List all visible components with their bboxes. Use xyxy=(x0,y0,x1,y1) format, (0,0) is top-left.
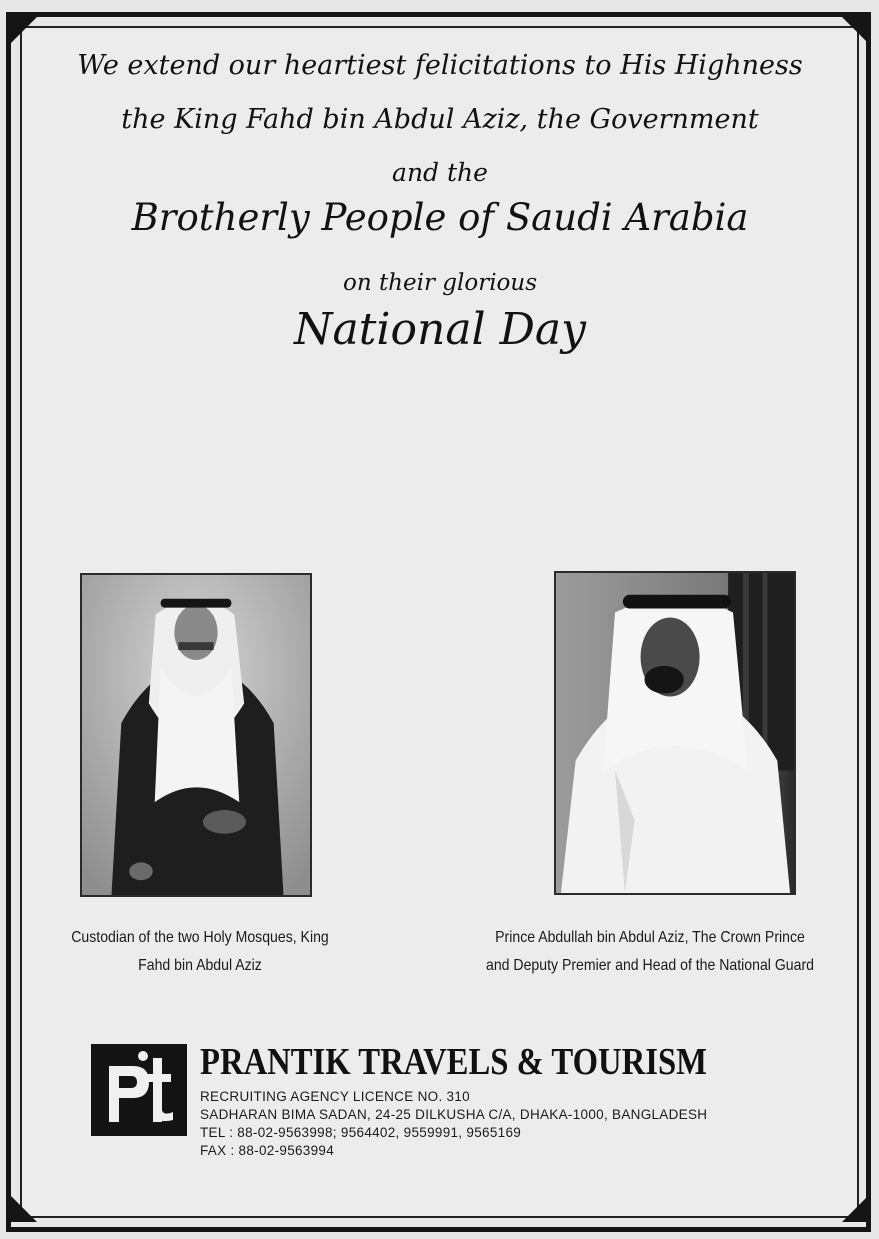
caption-prince-abdullah-line-1: Prince Abdullah bin Abdul Aziz, The Crown Prince xyxy=(495,929,805,946)
caption-prince-abdullah xyxy=(448,924,853,980)
portrait-king-fahd xyxy=(80,573,312,897)
caption-king-fahd-line-1: Custodian of the two Holy Mosques, King xyxy=(71,929,329,946)
pt-monogram-logo-icon xyxy=(91,1044,187,1136)
greeting-line-3: and the xyxy=(392,158,488,187)
caption-king-fahd xyxy=(42,924,359,980)
greeting-line-1: We extend our heartiest felicitations to His Highness xyxy=(77,50,803,81)
national-day-title: National Day xyxy=(294,304,586,355)
portrait-prince-abdullah xyxy=(554,571,796,895)
greeting-line-5: on their glorious xyxy=(342,270,538,296)
telephone-text: TEL : 88-02-9563998; 9564402, 9559991, 9565169 xyxy=(200,1125,522,1140)
licence-text: RECRUITING AGENCY LICENCE NO. 310 xyxy=(200,1089,470,1104)
address-text: SADHARAN BIMA SADAN, 24-25 DILKUSHA C/A, DHAKA-1000, BANGLADESH xyxy=(200,1107,708,1122)
greeting-line-2: the King Fahd bin Abdul Aziz, the Government xyxy=(121,104,759,135)
greeting-headline: Brotherly People of Saudi Arabia xyxy=(131,196,749,239)
fax-text: FAX : 88-02-9563994 xyxy=(200,1143,335,1158)
company-name: PRANTIK TRAVELS & TOURISM xyxy=(200,1041,707,1083)
caption-king-fahd-line-2: Fahd bin Abdul Aziz xyxy=(138,957,262,974)
caption-prince-abdullah-line-2: and Deputy Premier and Head of the National Guard xyxy=(486,957,814,974)
